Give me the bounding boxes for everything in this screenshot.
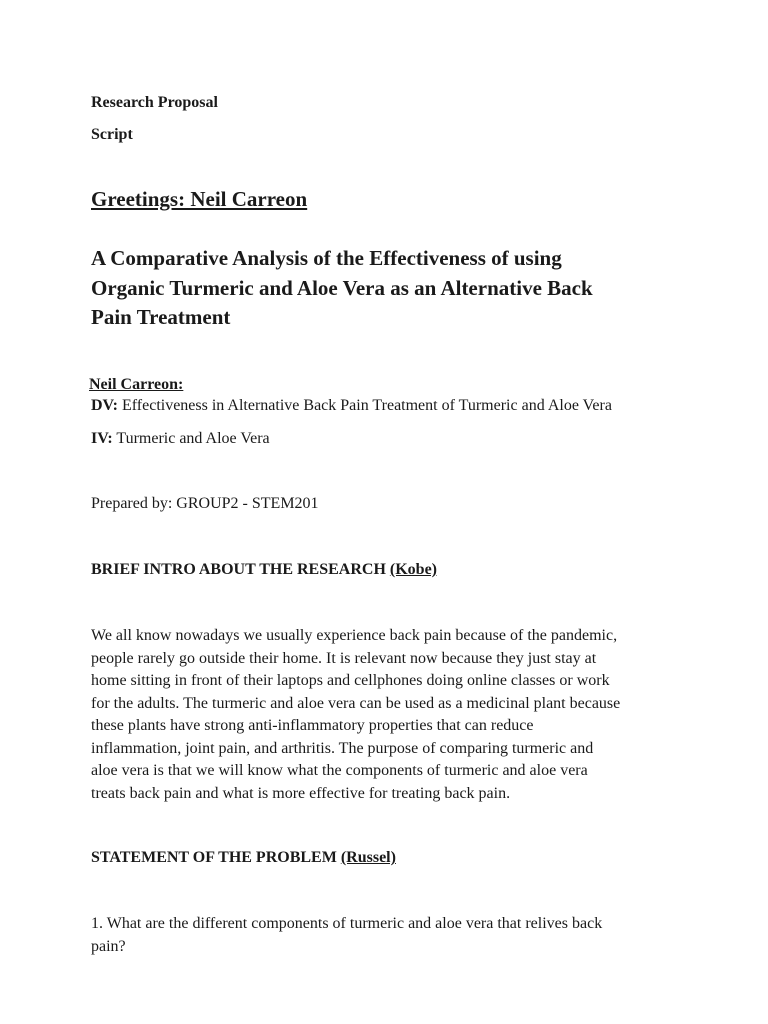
problem-heading-text: STATEMENT OF THE PROBLEM: [91, 849, 341, 866]
paragraph-line: aloe vera is that we will know what the components of turmeric and aloe vera: [91, 762, 588, 779]
problem-heading: [91, 849, 396, 867]
paragraph-line: 1. What are the different components of turmeric and aloe vera that relives back: [91, 915, 603, 932]
iv-label: IV:: [91, 430, 113, 447]
intro-paragraph: [91, 625, 620, 805]
problem-item-1: [91, 913, 602, 958]
title-line: Organic Turmeric and Aloe Vera as an Alternative Back: [91, 275, 593, 300]
paragraph-line: treats back pain and what is more effective for treating back pain.: [91, 784, 511, 802]
script-label: Script: [91, 126, 133, 143]
paragraph-line: these plants have strong anti-inflammatory properties that can reduce: [91, 717, 534, 734]
intro-presenter: (Kobe): [389, 561, 437, 578]
paragraph-line: for the adults. The turmeric and aloe vera can be used as a medicinal plant because: [91, 694, 621, 712]
intro-heading: [91, 561, 437, 579]
paragraph-line: people rarely go outside their home. It is relevant now because they just stay at: [91, 649, 597, 667]
doc-type-label: Research Proposal: [91, 94, 218, 111]
paragraph-line: pain?: [91, 937, 126, 955]
paragraph-line: home sitting in front of their laptops and cellphones doing online classes or work: [91, 672, 610, 689]
paragraph-line: inflammation, joint pain, and arthritis. The purpose of comparing turmeric and: [91, 739, 594, 757]
intro-heading-text: BRIEF INTRO ABOUT THE RESEARCH: [91, 561, 390, 578]
prepared-by: Prepared by: GROUP2 - STEM201: [91, 495, 319, 512]
title-line: A Comparative Analysis of the Effectiveness of using: [91, 246, 562, 270]
speaker-label: Neil Carreon:: [89, 376, 184, 393]
research-title: [91, 244, 691, 333]
iv-line: [91, 430, 270, 448]
greeting-heading: Greetings: Neil Carreon: [91, 187, 308, 211]
problem-presenter: (Russel): [340, 849, 396, 866]
paragraph-line: We all know nowadays we usually experience back pain because of the pandemic,: [91, 627, 618, 644]
iv-text: Turmeric and Aloe Vera: [112, 430, 270, 447]
dv-text: Effectiveness in Alternative Back Pain Treatment of Turmeric and Aloe Vera: [117, 397, 612, 414]
dv-line: [91, 397, 612, 415]
dv-label: DV:: [91, 397, 118, 414]
title-line: Pain Treatment: [91, 305, 231, 329]
